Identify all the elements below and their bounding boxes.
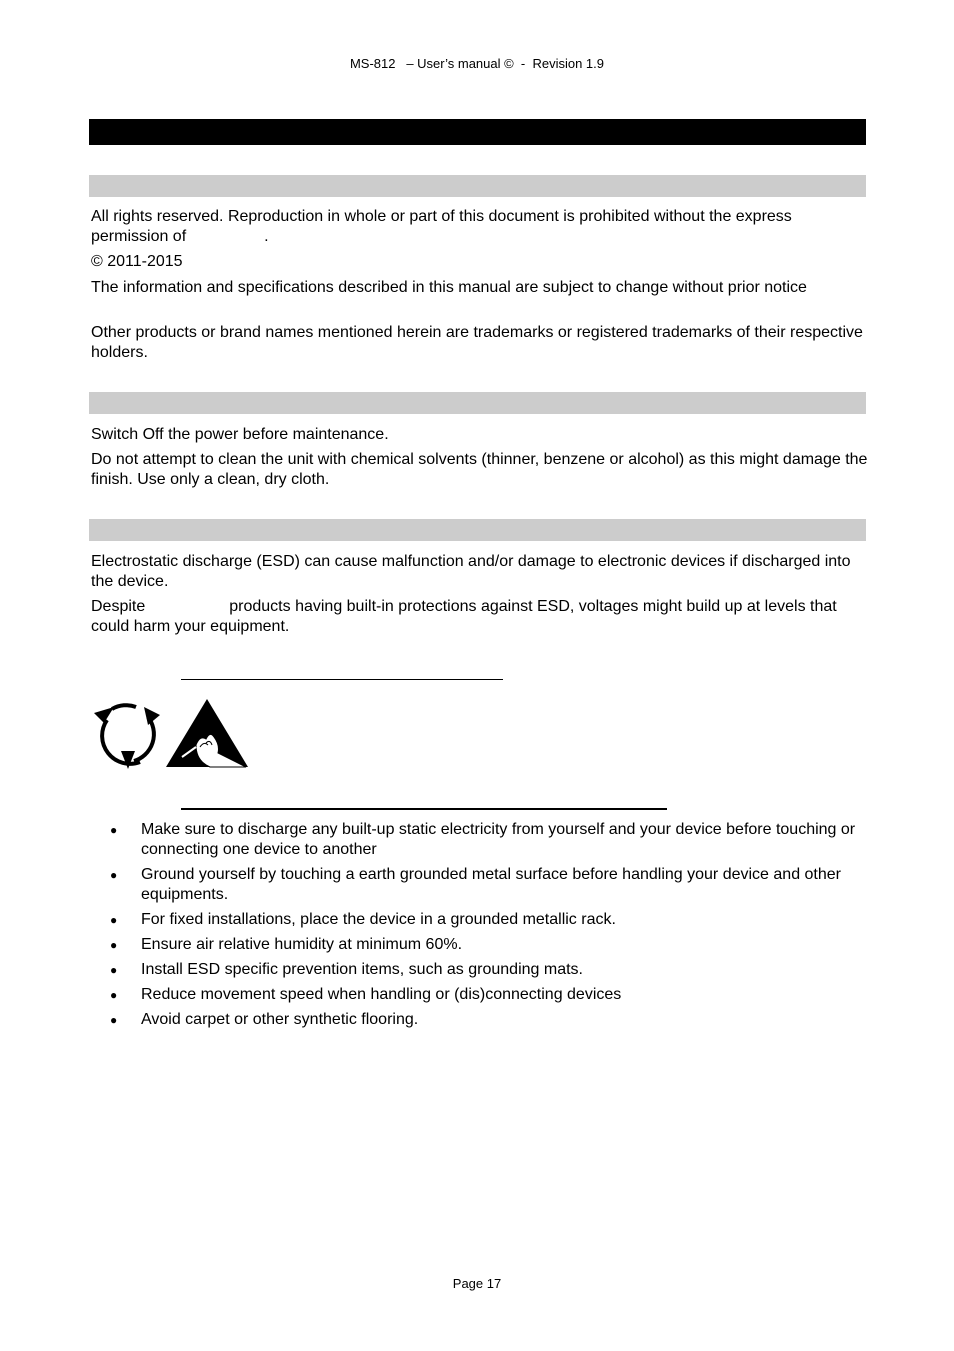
list-item-text: Make sure to discharge any built-up static electricity from yourself and your device before touching or connecting one device to another [141, 821, 856, 858]
bullet-icon: ● [110, 823, 118, 837]
list-item-text: For fixed installations, place the device in a grounded metallic rack. [141, 911, 616, 928]
chapter-title-bar [89, 119, 866, 145]
bullet-icon: ● [110, 988, 118, 1002]
list-item-text: Ground yourself by touching a earth grounded metal surface before handling your device and other equipments. [141, 866, 841, 903]
esd-warning-text: products having built-in protections against ESD, voltages might build up at levels that could harm your equipment. [91, 598, 837, 635]
list-item [91, 820, 861, 860]
esd-prevention-list [91, 820, 861, 1035]
list-item [91, 865, 861, 905]
section-bar-maintenance [89, 392, 866, 414]
list-item [91, 935, 861, 955]
copyright-paragraph [91, 207, 871, 247]
esd-despite: Despite [91, 598, 146, 615]
page-number: Page 17 [452, 1276, 502, 1291]
section-bar-esd [89, 519, 866, 541]
bullet-icon: ● [110, 868, 118, 882]
bullet-icon: ● [110, 938, 118, 952]
trademarks-notice: Other products or brand names mentioned herein are trademarks or registered trademarks of their respective holders. [91, 324, 863, 361]
bullet-icon: ● [110, 1013, 118, 1027]
list-item [91, 960, 861, 980]
list-item-text: Reduce movement speed when handling or (dis)connecting devices [141, 986, 622, 1003]
page-header: MS-812 – User’s manual © - Revision 1.9 [349, 56, 605, 71]
list-item-text: Avoid carpet or other synthetic flooring. [141, 1011, 419, 1028]
subheading-rule-top [181, 679, 503, 680]
specs-notice: The information and specifications described in this manual are subject to change without prior notice [91, 279, 807, 296]
copyright-years: © 2011-2015 [91, 253, 183, 270]
bullet-icon: ● [110, 913, 118, 927]
maintenance-power: Switch Off the power before maintenance. [91, 426, 389, 443]
maintenance-cleaning: Do not attempt to clean the unit with chemical solvents (thinner, benzene or alcohol) as this might damage the finish. Use only a clean, dry cloth. [91, 451, 868, 488]
section-bar-copyright [89, 175, 866, 197]
list-item-text: Install ESD specific prevention items, such as grounding mats. [141, 961, 583, 978]
list-item [91, 985, 861, 1005]
esd-intro: Electrostatic discharge (ESD) can cause malfunction and/or damage to electronic devices if discharged into the device. [91, 553, 851, 590]
subheading-rule-bottom [181, 808, 667, 810]
copyright-text: All rights reserved. Reproduction in whole or part of this document is prohibited without the express permission of [91, 208, 792, 245]
list-item-text: Ensure air relative humidity at minimum 60%. [141, 936, 463, 953]
list-item [91, 1010, 861, 1030]
esd-symbols [92, 695, 252, 771]
esd-hand-triangle-icon [166, 699, 248, 767]
esd-warning-paragraph [91, 597, 871, 637]
bullet-icon: ● [110, 963, 118, 977]
list-item [91, 910, 861, 930]
copyright-period: . [264, 228, 269, 245]
esd-circle-icon [94, 705, 160, 769]
